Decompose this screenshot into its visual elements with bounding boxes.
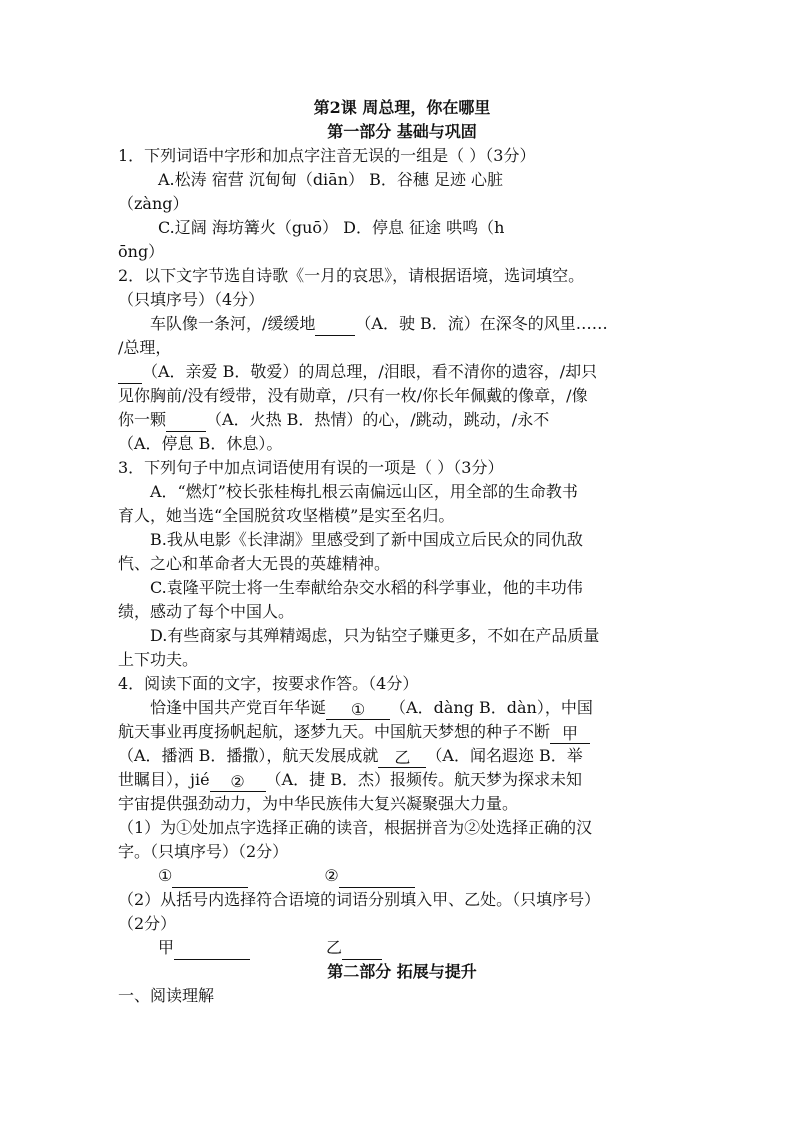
q1-options-cd: C.辽阔 海坊篝火（guō） D．停息 征途 哄鸣（h [158,218,505,237]
q2-text: （A．火热 B．热情）的心，/跳动，跳动，/永不 [206,410,550,429]
q3-option-a-cont: 育人，她当选“全国脱贫攻坚楷模”是实至名归。 [118,506,455,525]
q1-options-ab-cont: （zàng） [118,194,189,213]
q4-sub1-answers [118,864,686,888]
q4-text: 世瞩目），jié [118,770,210,789]
answer-blank[interactable] [174,939,250,960]
part1-title: 第一部分 基础与巩固 [327,122,477,141]
q2-text: （A．驶 B．流）在深冬的风里…… [355,314,608,333]
q4-sub2-cont: （2分） [118,914,177,933]
answer-blank[interactable] [339,867,415,888]
q4-passage-line [118,720,686,744]
q4-text: （A．dàng B．dàn），中国 [390,698,593,717]
answer-blank[interactable] [315,315,355,336]
q4-sub2-answers [118,936,686,960]
worksheet-page [118,96,686,1008]
q3-option-c-cont: 绩，感动了每个中国人。 [118,602,295,621]
q4-passage-line [118,768,686,792]
answer-blank[interactable] [166,411,206,432]
answer-blank[interactable] [172,867,248,888]
q3-stem: 3．下列句子中加点词语使用有误的一项是（ ）（3分） [118,458,504,477]
answer-label: ① [158,866,173,885]
q4-passage-line: 宇宙提供强劲动力，为中华民族伟大复兴凝聚强大力量。 [118,794,519,813]
q1-options-ab: A.松涛 宿营 沉甸甸（diān） B．谷穗 足迹 心脏 [158,170,504,189]
q3-option-d: D.有些商家与其殚精竭虑，只为钻空子赚更多，不如在产品质量 [150,626,600,645]
q4-passage-line [118,696,686,720]
q1-options-cd-cont: ōng） [118,242,165,261]
q4-text: （A．闻名遐迩 B．举 [426,746,583,765]
q2-poem-line [118,408,686,432]
lesson-title: 第2课 周总理，你在哪里 [313,98,491,117]
answer-blank[interactable]: ② [210,771,266,792]
q2-poem-line [118,360,686,384]
q4-text: （A．播洒 B．播撒），航天发展成就 [118,746,379,765]
q2-text: （A．亲爱 B．敬爱）的周总理，/泪眼，看不清你的遗容，/却只 [142,362,598,381]
q2-poem-line: （A．停息 B．休息）。 [118,434,283,453]
q4-stem: 4．阅读下面的文字，按要求作答。（4分） [118,674,419,693]
q4-sub1: （1）为①处加点字选择正确的读音，根据拼音为②处选择正确的汉 [118,818,593,837]
answer-label: 甲 [158,938,175,957]
q4-sub2: （2）从括号内选择符合语境的词语分别填入甲、乙处。（只填序号） [118,890,601,909]
section-heading: 一、阅读理解 [118,986,215,1005]
q2-text: 车队像一条河，/缓缓地 [150,314,316,333]
q3-option-b-cont: 忾、之心和革命者大无畏的英雄精神。 [118,554,391,573]
q2-poem-line [118,312,686,336]
q2-poem-line: /总理， [118,338,172,357]
answer-blank[interactable]: ① [326,699,390,720]
answer-label: ② [324,866,339,885]
q3-option-b: B.我从电影《长津湖》里感受到了新中国成立后民众的同仇敌 [150,530,583,549]
q3-option-d-cont: 上下功夫。 [118,650,199,669]
q4-text: （A．捷 B．杰）报频传。航天梦为探求未知 [265,770,582,789]
q2-text: 你一颗 [118,410,167,429]
part2-title: 第二部分 拓展与提升 [327,962,477,981]
q4-sub1-cont: 字。（只填序号）（2分） [118,842,289,861]
q2-stem-cont: （只填序号）（4分） [118,290,265,309]
q2-poem-line: 见你胸前/没有绶带，没有勋章，/只有一枚/你长年佩戴的像章，/像 [118,386,588,405]
answer-blank[interactable]: 乙 [378,747,426,768]
q3-option-a: A．“燃灯”校长张桂梅扎根云南偏远山区，用全部的生命教书 [150,482,578,501]
q2-stem: 2．以下文字节选自诗歌《一月的哀思》，请根据语境，选词填空。 [118,266,585,285]
answer-blank[interactable] [118,363,142,384]
q1-stem: 1．下列词语中字形和加点字注音无误的一组是（ ）（3分） [118,146,536,165]
answer-label: 乙 [326,938,343,957]
answer-blank[interactable]: 甲 [550,723,590,744]
q4-text: 恰逢中国共产党百年华诞 [150,698,327,717]
q4-text: 航天事业再度扬帆起航，逐梦九天。中国航天梦想的种子不断 [118,722,551,741]
answer-blank[interactable] [342,939,382,960]
q4-passage-line [118,744,686,768]
q3-option-c: C.袁隆平院士将一生奉献给杂交水稻的科学事业，他的丰功伟 [150,578,583,597]
